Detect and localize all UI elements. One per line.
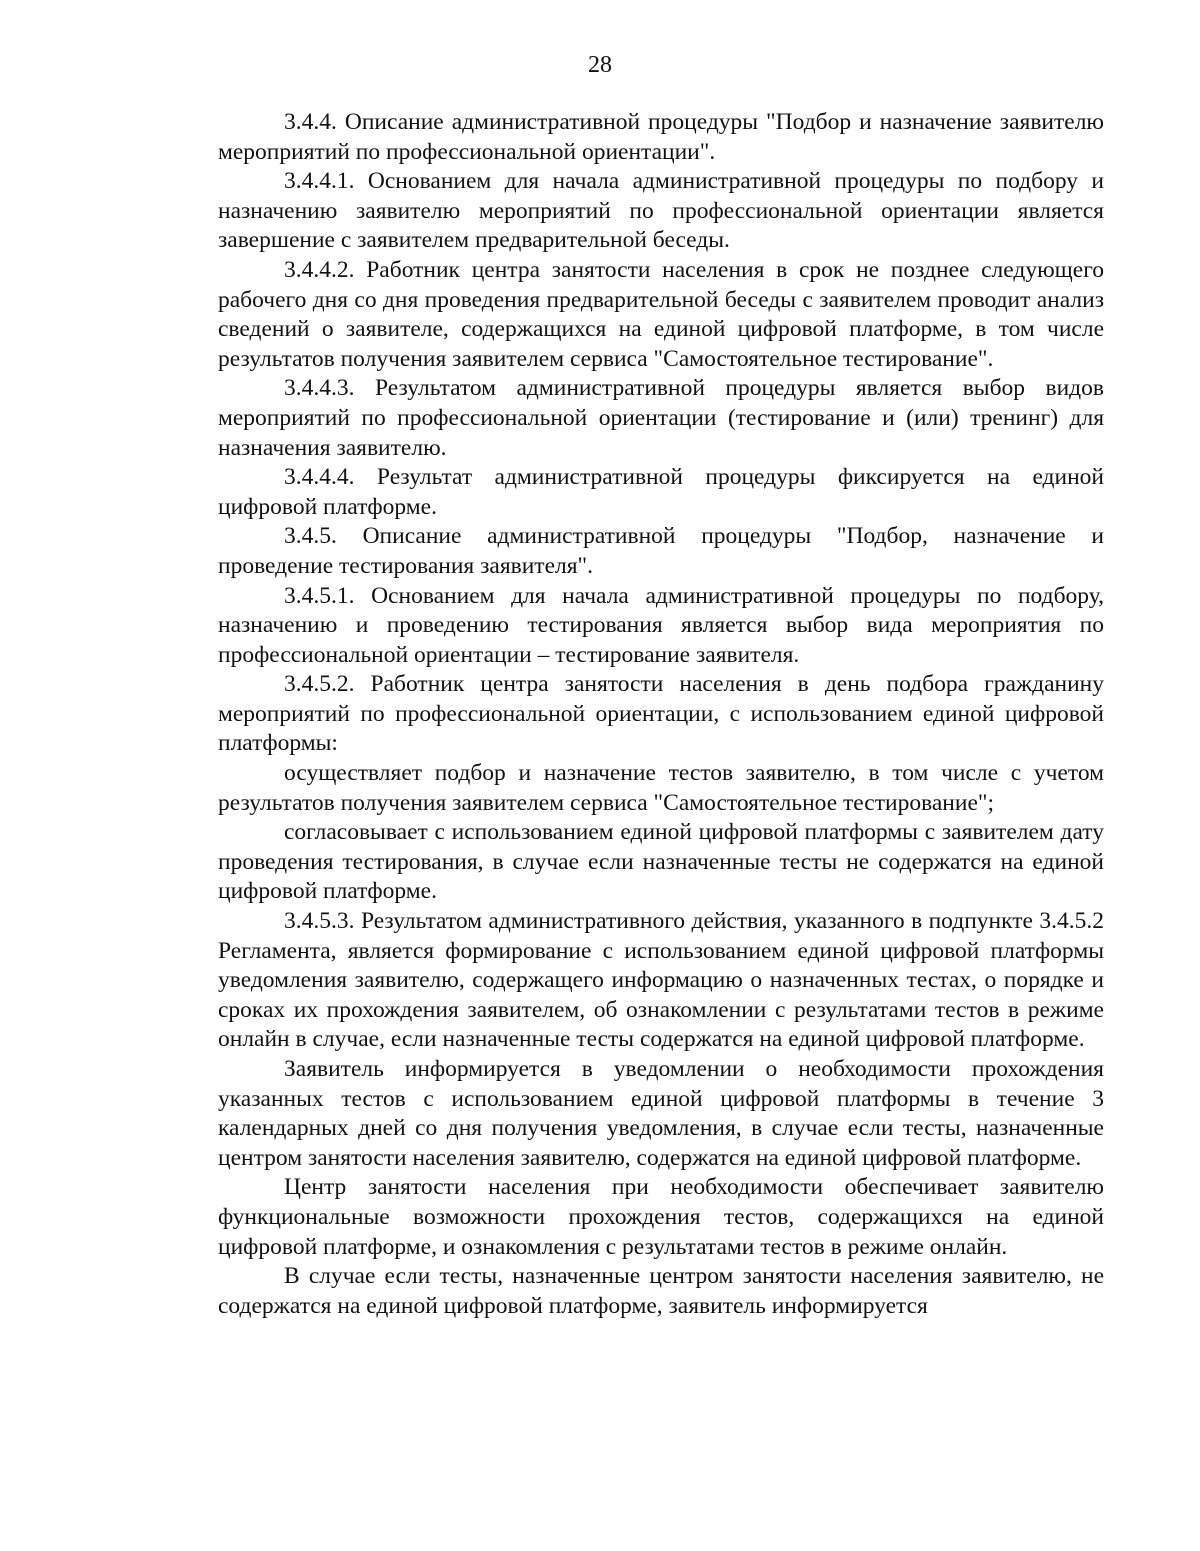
page-number: 28 [588,52,612,78]
paragraph: согласовывает с использованием единой цифровой платформы с заявителем дату проведения тестирования, в случае если назначенные тесты не содержатся на единой цифровой платформе. [218,819,1104,905]
paragraph: В случае если тесты, назначенные центром занятости населения заявителю, не содержатся на единой цифровой платформе, заявитель информируется [218,1263,1104,1319]
paragraph: Центр занятости населения при необходимости обеспечивает заявителю функциональные возможности прохождения тестов, содержащихся на единой цифровой платформе, и ознакомления с результатами тестов в режиме онлайн. [218,1174,1104,1260]
paragraph: 3.4.5.3. Результатом административного действия, указанного в подпункте 3.4.5.2 Регламента, является формирование с использованием единой цифровой платформы уведомления заявителю, содержащего информацию о назначенных тестах, о порядке и сроках их прохождения заявителем, об ознакомлении с результатами тестов в режиме онлайн в случае, если назначенные тесты содержатся на единой цифровой платформе. [218,908,1104,1053]
paragraph: 3.4.4.3. Результатом административной процедуры является выбор видов мероприятий по профессиональной ориентации (тестирование и (или) тренинг) для назначения заявителю. [218,375,1104,461]
paragraph: 3.4.5.2. Работник центра занятости населения в день подбора гражданину мероприятий по профессиональной ориентации, с использованием единой цифровой платформы: [218,671,1104,757]
paragraph: Заявитель информируется в уведомлении о необходимости прохождения указанных тестов с использованием единой цифровой платформы в течение 3 календарных дней со дня получения уведомления, в случае если тесты, назначенные центром занятости населения заявителю, содержатся на единой цифровой платформе. [218,1056,1104,1171]
paragraph: 3.4.4. Описание административной процедуры "Подбор и назначение заявителю мероприятий по профессиональной ориентации". [218,109,1104,165]
paragraph: 3.4.5.1. Основанием для начала административной процедуры по подбору, назначению и проведению тестирования является выбор вида мероприятия по профессиональной ориентации – тестирование заявителя. [218,582,1104,668]
document-body [218,108,1104,1321]
paragraph: 3.4.4.2. Работник центра занятости населения в срок не позднее следующего рабочего дня со дня проведения предварительной беседы с заявителем проводит анализ сведений о заявителе, содержащихся на единой цифровой платформе, в том числе результатов получения заявителем сервиса "Самостоятельное тестирование". [218,256,1104,372]
paragraph: 3.4.5. Описание административной процедуры "Подбор, назначение и проведение тестирования заявителя". [218,523,1104,579]
paragraph: 3.4.4.4. Результат административной процедуры фиксируется на единой цифровой платформе. [218,464,1104,520]
paragraph: 3.4.4.1. Основанием для начала административной процедуры по подбору и назначению заявителю мероприятий по профессиональной ориентации является завершение с заявителем предварительной беседы. [218,168,1104,254]
paragraph: осуществляет подбор и назначение тестов заявителю, в том числе с учетом результатов получения заявителем сервиса "Самостоятельное тестирование"; [218,760,1104,816]
